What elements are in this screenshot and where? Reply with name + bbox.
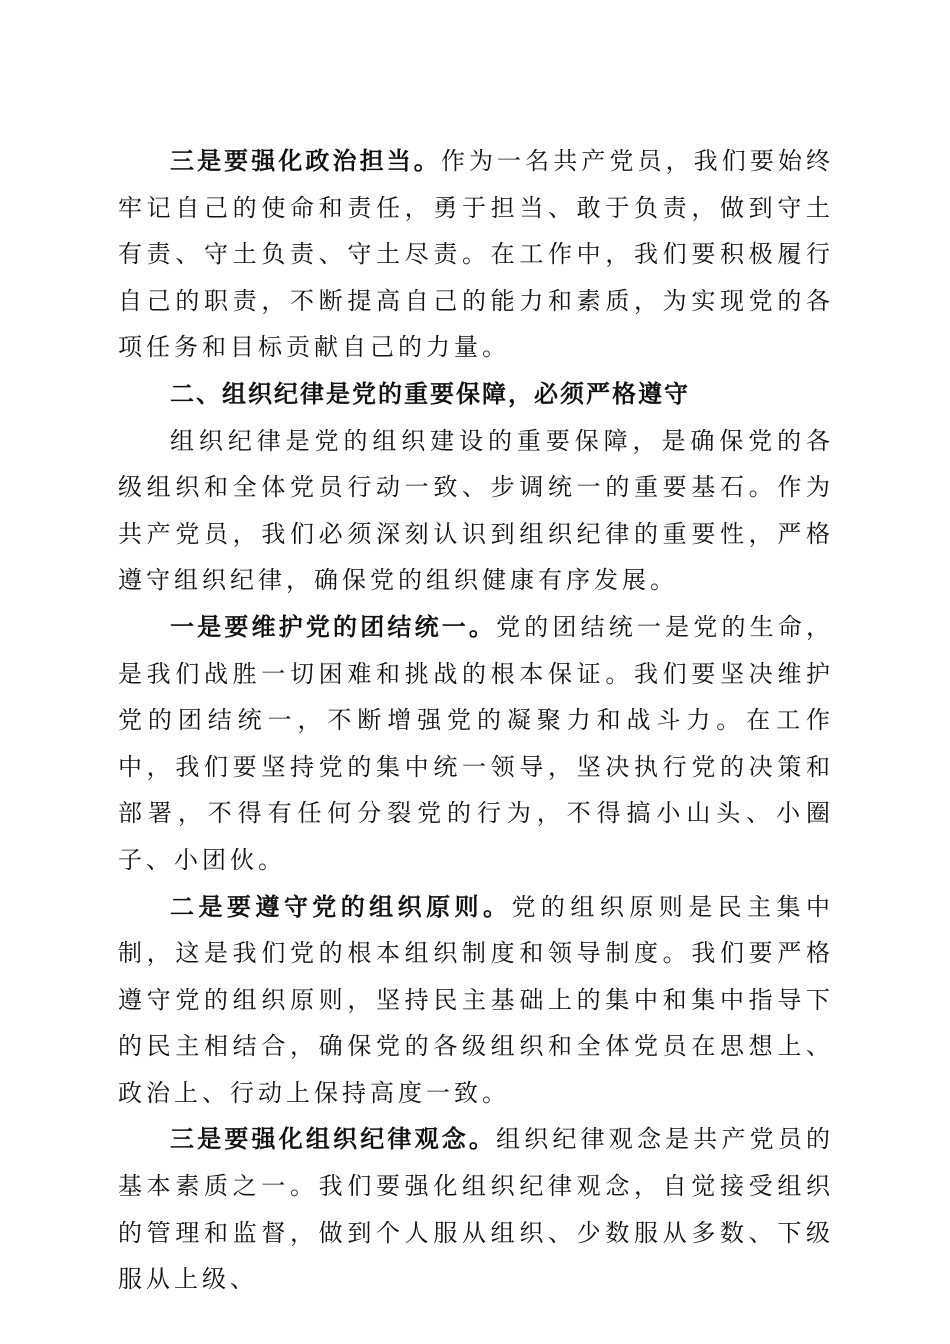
paragraph-text: 党的组织原则是民主集中制，这是我们党的根本组织制度和领导制度。我们要严格遵守党的组织原则，坚持民主基础上的集中和集中指导下的民主相结合，确保党的各级组织和全体党员在思想上、政治上、行动上保持高度一致。 <box>118 892 835 1107</box>
paragraph-political-responsibility <box>118 138 834 371</box>
paragraph-organizational-principles <box>118 884 834 1117</box>
paragraph-discipline-awareness <box>118 1116 834 1302</box>
paragraph-lead: 二是要遵守党的组织原则。 <box>170 892 512 921</box>
paragraph-lead: 一是要维护党的团结统一。 <box>170 612 497 641</box>
paragraph-lead: 三是要强化组织纪律观念。 <box>170 1125 497 1154</box>
document-body <box>118 138 834 1303</box>
paragraph-text: 组织纪律是党的组织建设的重要保障，是确保党的各级组织和全体党员行动一致、步调统一的重要基石。作为共产党员，我们必须深刻认识到组织纪律的重要性，严格遵守组织纪律，确保党的组织健康有序发展。 <box>118 426 834 595</box>
section-heading: 二、组织纪律是党的重要保障，必须严格遵守 <box>170 379 690 408</box>
paragraph-lead: 三是要强化政治担当。 <box>170 147 441 175</box>
paragraph-text: 组织纪律观念是共产党员的基本素质之一。我们要强化组织纪律观念，自觉接受组织的管理和监督，做到个人服从组织、少数服从多数、下级服从上级、 <box>118 1125 835 1294</box>
paragraph-text: 党的团结统一是党的生命，是我们战胜一切困难和挑战的根本保证。我们要坚决维护党的团结统一，不断增强党的凝聚力和战斗力。在工作中，我们要坚持党的集中统一领导，坚决执行党的决策和部署，不得有任何分裂党的行为，不得搞小山头、小圈子、小团伙。 <box>118 612 835 874</box>
paragraph-text: 作为一名共产党员，我们要始终牢记自己的使命和责任，勇于担当、敢于负责，做到守土有责、守土负责、守土尽责。在工作中，我们要积极履行自己的职责，不断提高自己的能力和素质，为实现党的各项任务和目标贡献自己的力量。 <box>118 147 835 362</box>
paragraph-organizational-discipline <box>118 418 834 604</box>
paragraph-party-unity <box>118 604 834 884</box>
